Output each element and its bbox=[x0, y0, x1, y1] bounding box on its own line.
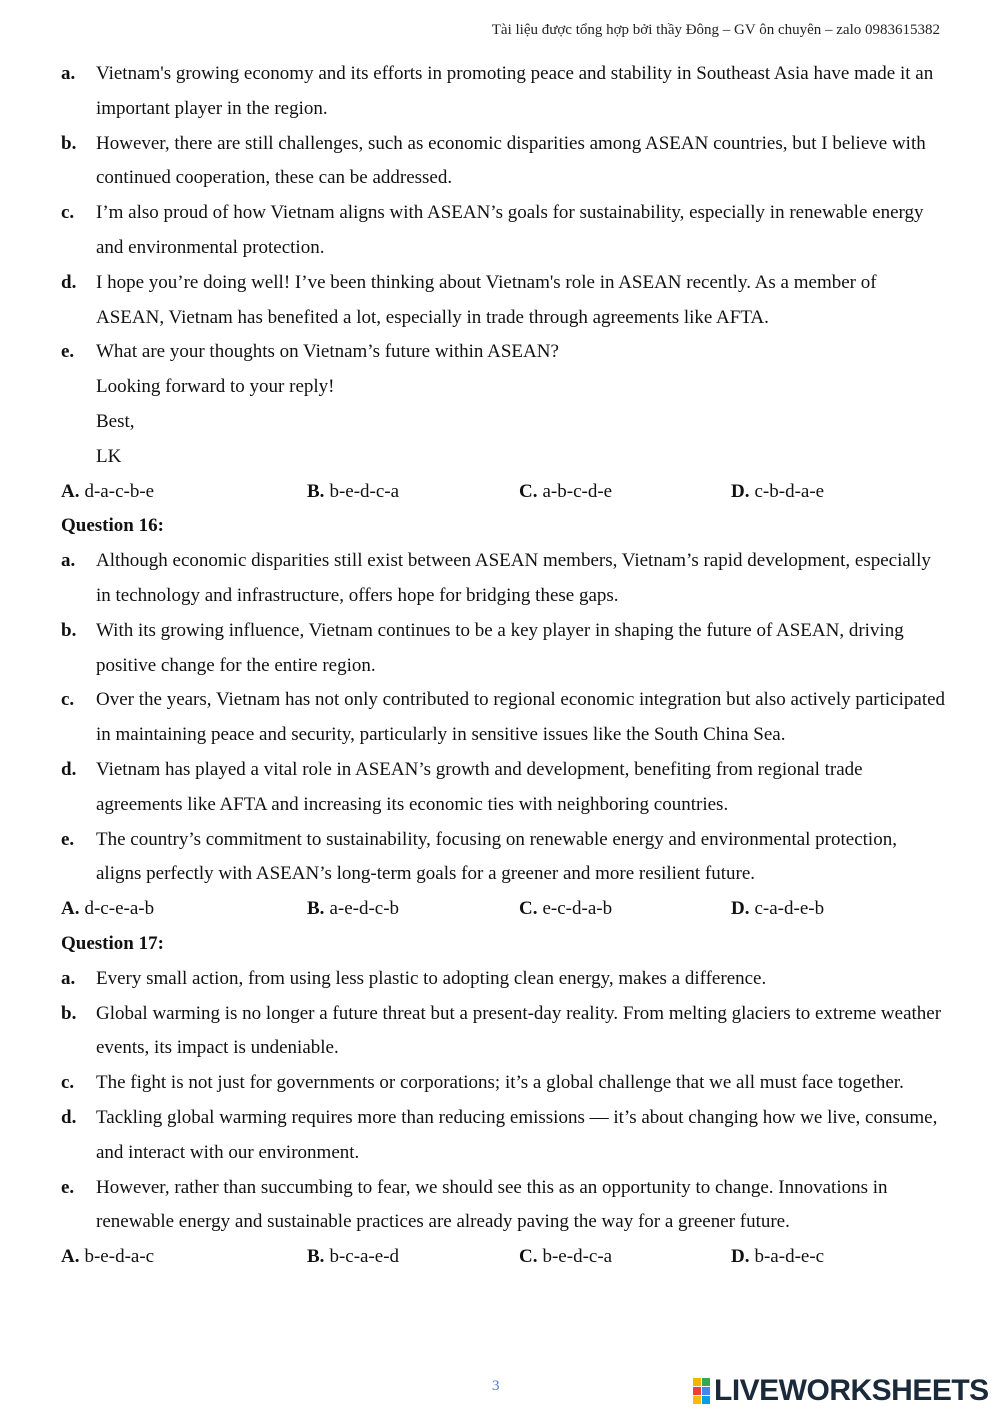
item-text: Although economic disparities still exist between ASEAN members, Vietnam’s rapid development, especially in technology and infrastructure, offers hope for bridging these gaps. bbox=[96, 550, 931, 606]
item-text: The fight is not just for governments or corporations; it’s a global challenge that we all must face together. bbox=[96, 1072, 904, 1094]
logo-block bbox=[693, 1387, 701, 1395]
option-b[interactable] bbox=[307, 475, 519, 510]
option-letter: B. bbox=[307, 480, 325, 502]
logo-block bbox=[702, 1396, 710, 1404]
q15-items bbox=[61, 57, 946, 475]
item-label: c. bbox=[61, 689, 75, 711]
list-item bbox=[61, 614, 946, 684]
option-text: b-e-d-a-c bbox=[84, 1246, 155, 1268]
item-label: d. bbox=[61, 271, 77, 293]
list-item bbox=[61, 196, 946, 266]
list-item bbox=[61, 1066, 946, 1101]
option-a[interactable] bbox=[61, 1240, 307, 1275]
option-letter: C. bbox=[519, 1246, 538, 1268]
item-label: b. bbox=[61, 619, 77, 641]
list-item bbox=[61, 1101, 946, 1171]
item-text: However, rather than succumbing to fear, we should see this as an opportunity to change. Innovations in renewable energy and sustainable practices are already paving the way for a greener future. bbox=[96, 1176, 888, 1233]
letter-closing-line: Looking forward to your reply! bbox=[96, 376, 335, 398]
option-d[interactable] bbox=[731, 475, 824, 510]
logo-block bbox=[702, 1387, 710, 1395]
option-a[interactable] bbox=[61, 892, 307, 927]
item-text: Vietnam's growing economy and its efforts in promoting peace and stability in Southeast Asia have made it an important player in the region. bbox=[96, 63, 934, 119]
option-letter: A. bbox=[61, 1246, 80, 1268]
item-label: c. bbox=[61, 1072, 75, 1094]
option-text: b-c-a-e-d bbox=[329, 1246, 400, 1268]
list-item bbox=[61, 127, 946, 197]
option-letter: D. bbox=[731, 1246, 750, 1268]
list-item bbox=[61, 683, 946, 753]
option-text: d-a-c-b-e bbox=[84, 480, 155, 502]
option-text: b-a-d-e-c bbox=[754, 1246, 825, 1268]
item-text: Every small action, from using less plastic to adopting clean energy, makes a difference. bbox=[96, 967, 767, 989]
item-label: d. bbox=[61, 758, 77, 780]
letter-signature: LK bbox=[96, 445, 122, 467]
logo-block bbox=[702, 1378, 710, 1386]
q15-options bbox=[61, 475, 946, 510]
logo-block bbox=[693, 1378, 701, 1386]
item-label: d. bbox=[61, 1106, 77, 1128]
item-label: a. bbox=[61, 967, 76, 989]
option-text: c-a-d-e-b bbox=[754, 898, 825, 920]
option-d[interactable] bbox=[731, 892, 824, 927]
option-c[interactable] bbox=[519, 892, 731, 927]
item-label: a. bbox=[61, 550, 76, 572]
item-text: Vietnam has played a vital role in ASEAN’s growth and development, benefiting from regional trade agreements like AFTA and increasing its economic ties with neighboring countries. bbox=[96, 758, 863, 815]
option-letter: A. bbox=[61, 898, 80, 920]
option-text: e-c-d-a-b bbox=[542, 898, 613, 920]
logo-block bbox=[693, 1396, 701, 1404]
option-letter: A. bbox=[61, 480, 80, 502]
list-item bbox=[61, 823, 946, 893]
option-a[interactable] bbox=[61, 475, 307, 510]
option-d[interactable] bbox=[731, 1240, 824, 1275]
item-label: b. bbox=[61, 132, 77, 154]
letter-signoff: Best, bbox=[96, 410, 135, 432]
q17-options bbox=[61, 1240, 946, 1275]
option-text: b-e-d-c-a bbox=[329, 480, 400, 502]
option-letter: D. bbox=[731, 898, 750, 920]
item-label: b. bbox=[61, 1002, 77, 1024]
list-item bbox=[61, 335, 946, 370]
page-header: Tài liệu được tổng hợp bởi thầy Đông – GV ôn chuyên – zalo 0983615382 bbox=[491, 22, 940, 38]
item-label: e. bbox=[61, 828, 75, 850]
item-text: What are your thoughts on Vietnam’s future within ASEAN? bbox=[96, 341, 559, 363]
q16-items bbox=[61, 544, 946, 892]
list-item bbox=[61, 544, 946, 614]
liveworksheets-brand[interactable] bbox=[693, 1374, 989, 1408]
option-letter: C. bbox=[519, 480, 538, 502]
option-text: d-c-e-a-b bbox=[84, 898, 155, 920]
question-16-title: Question 16: bbox=[61, 515, 164, 537]
item-label: e. bbox=[61, 341, 75, 363]
option-b[interactable] bbox=[307, 1240, 519, 1275]
option-letter: C. bbox=[519, 898, 538, 920]
option-c[interactable] bbox=[519, 1240, 731, 1275]
option-b[interactable] bbox=[307, 892, 519, 927]
list-item bbox=[61, 266, 946, 336]
list-item bbox=[61, 57, 946, 127]
option-letter: B. bbox=[307, 1246, 325, 1268]
option-text: b-e-d-c-a bbox=[542, 1246, 613, 1268]
item-label: a. bbox=[61, 63, 76, 84]
option-text: a-b-c-d-e bbox=[542, 480, 613, 502]
page-number: 3 bbox=[492, 1378, 500, 1394]
q16-options bbox=[61, 892, 946, 927]
item-text: Over the years, Vietnam has not only contributed to regional economic integration but also actively participated in maintaining peace and security, particularly in sensitive issues like the South China Sea. bbox=[96, 689, 946, 746]
item-label: c. bbox=[61, 202, 75, 224]
list-item bbox=[61, 962, 946, 997]
item-text: Global warming is no longer a future threat but a present-day reality. From melting glaciers to extreme weather events, its impact is undeniable. bbox=[96, 1002, 942, 1059]
list-item bbox=[61, 1171, 946, 1241]
list-item bbox=[61, 753, 946, 823]
brand-name: LIVEWORKSHEETS bbox=[714, 1374, 989, 1407]
liveworksheets-logo-icon bbox=[693, 1378, 710, 1404]
item-text: I hope you’re doing well! I’ve been thinking about Vietnam's role in ASEAN recently. As a member of ASEAN, Vietnam has benefited a lot, especially in trade through agreements like AFTA. bbox=[96, 271, 877, 328]
list-item bbox=[61, 997, 946, 1067]
question-17-title: Question 17: bbox=[61, 932, 164, 954]
item-text: However, there are still challenges, such as economic disparities among ASEAN countries, but I believe with continued cooperation, these can be addressed. bbox=[96, 132, 926, 189]
item-text: Tackling global warming requires more than reducing emissions — it’s about changing how we live, consume, and interact with our environment. bbox=[96, 1106, 938, 1163]
option-text: a-e-d-c-b bbox=[329, 898, 400, 920]
q17-items bbox=[61, 962, 946, 1240]
option-letter: B. bbox=[307, 898, 325, 920]
option-text: c-b-d-a-e bbox=[754, 480, 825, 502]
option-c[interactable] bbox=[519, 475, 731, 510]
item-text: I’m also proud of how Vietnam aligns with ASEAN’s goals for sustainability, especially in renewable energy and environmental protection. bbox=[96, 202, 924, 258]
document-body bbox=[61, 57, 946, 1275]
item-text: With its growing influence, Vietnam continues to be a key player in shaping the future of ASEAN, driving positive change for the entire region. bbox=[96, 619, 904, 676]
option-letter: D. bbox=[731, 480, 750, 502]
item-label: e. bbox=[61, 1176, 75, 1198]
item-text: The country’s commitment to sustainability, focusing on renewable energy and environmental protection, aligns perfectly with ASEAN’s long-term goals for a greener and more resilient future. bbox=[96, 828, 897, 885]
